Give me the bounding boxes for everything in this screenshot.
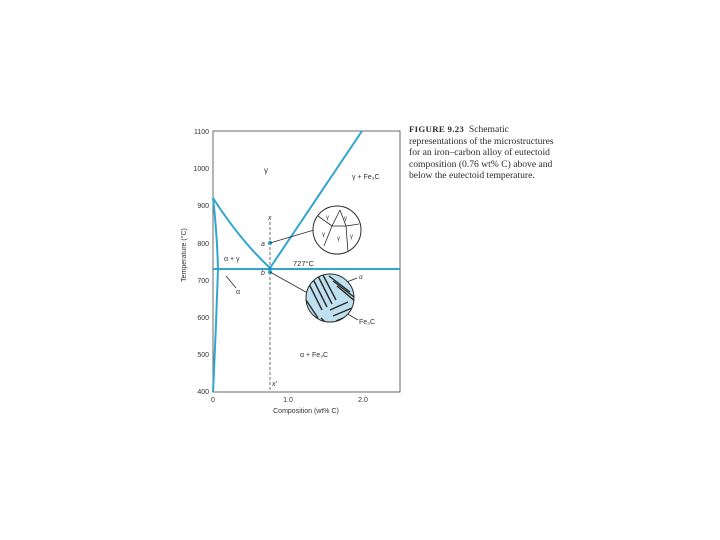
y-tick-1100: 1100 bbox=[193, 129, 209, 136]
figure-number: FIGURE 9.23 bbox=[409, 124, 465, 134]
austenite-microstructure bbox=[313, 206, 361, 254]
label-gamma-fe3c: γ + Fe₃C bbox=[352, 174, 380, 181]
x-tick-2: 2.0 bbox=[358, 397, 368, 404]
x-tick-1: 1.0 bbox=[283, 397, 293, 404]
leader-a bbox=[270, 230, 314, 243]
alpha-solvus-upper bbox=[213, 198, 218, 269]
label-alpha-fe3c: α + Fe₃C bbox=[300, 352, 329, 359]
label-alpha-gamma: α + γ bbox=[224, 256, 240, 263]
leader-alpha bbox=[226, 276, 236, 288]
y-tick-700: 700 bbox=[197, 278, 209, 285]
micro-fe3c-label: Fe₃C bbox=[359, 319, 376, 326]
y-tick-1000: 1000 bbox=[193, 166, 209, 173]
label-gamma-region: γ bbox=[264, 166, 268, 175]
label-point-a: a bbox=[261, 241, 265, 248]
pearlite-circle bbox=[306, 274, 354, 322]
label-point-b: b bbox=[261, 270, 265, 277]
micro-gamma-3: γ bbox=[322, 232, 325, 238]
y-tick-900: 900 bbox=[197, 203, 209, 210]
x-axis-label: Composition (wt% C) bbox=[273, 408, 339, 415]
y-tick-500: 500 bbox=[197, 352, 209, 359]
micro-gamma-5: γ bbox=[350, 234, 353, 240]
austenite-circle bbox=[313, 206, 361, 254]
y-tick-600: 600 bbox=[197, 315, 209, 322]
micro-gamma-2: γ bbox=[344, 216, 347, 222]
label-line-x: x bbox=[268, 215, 272, 222]
label-line-x-prime: x' bbox=[272, 381, 277, 388]
x-tick-0: 0 bbox=[211, 397, 215, 404]
alpha-solvus-lower bbox=[213, 269, 218, 392]
y-tick-800: 800 bbox=[197, 241, 209, 248]
caption-text: Schematic representations of the microstructures for an iron–carbon alloy of eutectoid composition (0.76 wt% C) above and below the eutectoid temperature. bbox=[409, 124, 554, 182]
micro-gamma-1: γ bbox=[326, 215, 329, 221]
label-alpha: α bbox=[236, 289, 241, 296]
y-axis-label: Temperature (°C) bbox=[181, 228, 188, 282]
leader-micro-alpha bbox=[347, 278, 357, 282]
label-eutectoid-temp: 727°C bbox=[293, 259, 314, 268]
y-tick-400: 400 bbox=[197, 389, 209, 396]
micro-alpha-label: α bbox=[359, 274, 363, 281]
figure-caption bbox=[409, 124, 559, 182]
micro-gamma-4: γ bbox=[337, 236, 340, 242]
pearlite-microstructure bbox=[305, 274, 375, 326]
a3-line bbox=[213, 198, 270, 268]
